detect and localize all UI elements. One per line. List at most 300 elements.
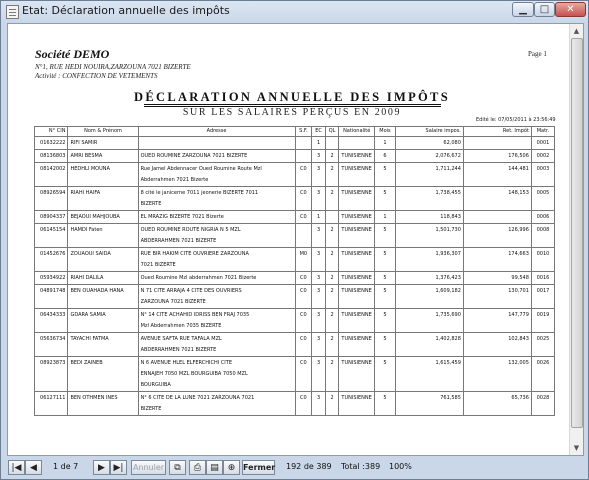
cell-sf <box>295 211 312 224</box>
previous-page-button[interactable]: ◀ <box>25 460 42 475</box>
cell-tax <box>463 392 531 416</box>
address-line: BIZERTE <box>140 406 162 412</box>
window-title: Etat: Déclaration annuelle des impôts <box>22 4 230 17</box>
cell-text: 06145154 <box>40 227 66 233</box>
cell-text: TUNISIENNE <box>341 214 372 220</box>
cell-ec <box>312 187 326 211</box>
page-setup-icon[interactable]: ⧉ <box>169 460 186 475</box>
cell-text: 99,548 <box>511 275 529 281</box>
cell-name <box>68 333 138 357</box>
cell-address <box>138 224 295 248</box>
address-line: 7021 BIZERTE <box>140 262 176 268</box>
cell-text: 06127111 <box>40 395 66 401</box>
cell-months <box>374 163 395 187</box>
close-report-button[interactable]: Fermer <box>242 460 275 475</box>
cell-cin <box>35 224 68 248</box>
cell-matr <box>531 392 554 416</box>
cell-address <box>138 187 295 211</box>
cell-sf <box>295 224 312 248</box>
cell-ql <box>325 285 339 309</box>
cell-ql <box>325 309 339 333</box>
cell-text: 1,609,182 <box>435 288 461 294</box>
col-header-name: Nom & Prénom <box>68 127 138 137</box>
cell-text: BEJAOUI MAHJOUBA <box>70 214 120 220</box>
cell-tax <box>463 211 531 224</box>
company-activity: Activité : CONFECTION DE VETEMENTS <box>35 72 158 80</box>
cell-text: 0017 <box>536 288 550 294</box>
cell-cin <box>35 248 68 272</box>
cell-text: 2 <box>330 227 334 233</box>
cell-address <box>138 357 295 392</box>
address-line: ABDERRAHMEN 7021 BIZERTE <box>140 347 217 353</box>
cell-tax <box>463 187 531 211</box>
address-line: Abderrahmen 7021 Bizerte <box>140 177 209 183</box>
table-row <box>35 163 555 187</box>
col-header-nationality: Nationalité <box>339 127 375 137</box>
cell-months <box>374 137 395 150</box>
cell-text: 118,843 <box>440 214 461 220</box>
cell-cin <box>35 137 68 150</box>
cell-cin <box>35 392 68 416</box>
cell-text: 3 <box>316 227 321 233</box>
cell-text: 1,738,455 <box>435 190 461 196</box>
cell-text: 3 <box>316 166 321 172</box>
address-line: OUED ROUMINE ZARZOUNA 7021 BIZERTE <box>140 153 248 159</box>
table-row <box>35 309 555 333</box>
cell-ql <box>325 333 339 357</box>
address-line <box>141 138 293 149</box>
cell-name <box>68 392 138 416</box>
cell-name <box>68 163 138 187</box>
cell-text: 0026 <box>536 360 550 366</box>
cell-nationality <box>339 392 375 416</box>
cell-matr <box>531 137 554 150</box>
cell-text: 1 <box>383 214 387 220</box>
cell-text: 5 <box>383 395 387 401</box>
address-line: OUED ROUMINE ROUTE NIGRIA N 5 MZL <box>140 227 241 233</box>
cell-months <box>374 187 395 211</box>
cell-text: 08136803 <box>40 153 66 159</box>
cell-sf <box>295 285 312 309</box>
col-header-address: Adresse <box>138 127 295 137</box>
cell-text <box>298 138 310 149</box>
cell-ql <box>325 357 339 392</box>
cell-text: 176,506 <box>508 153 529 159</box>
cell-cin <box>35 187 68 211</box>
cell-text: 1,711,244 <box>435 166 461 172</box>
address-line: BIZERTE <box>140 201 162 207</box>
print-icon[interactable]: ⎙ <box>189 460 206 475</box>
cell-text: 0003 <box>536 166 550 172</box>
cell-text: 2 <box>330 275 334 281</box>
cell-cin <box>35 163 68 187</box>
cell-ec <box>312 272 326 285</box>
cell-text: 1,376,423 <box>435 275 461 281</box>
cell-matr <box>531 357 554 392</box>
cell-address <box>138 248 295 272</box>
cell-text: 65,736 <box>511 395 529 401</box>
cell-ec <box>312 137 326 150</box>
zoom-icon[interactable]: ⊕ <box>223 460 240 475</box>
scroll-up-icon[interactable]: ▲ <box>573 27 580 35</box>
cell-name <box>68 357 138 392</box>
cell-text: C0 <box>300 312 307 318</box>
cell-ec <box>312 392 326 416</box>
cell-sf <box>295 137 312 150</box>
cell-text <box>328 138 337 149</box>
export-icon[interactable]: ▤ <box>206 460 223 475</box>
address-line: N 71 CITE ARRAJA 4 CITE DES OUVRIERS <box>140 288 242 294</box>
table-row <box>35 392 555 416</box>
cell-cin <box>35 150 68 163</box>
cell-text: C0 <box>300 395 307 401</box>
vertical-scrollbar[interactable] <box>569 24 583 455</box>
cell-text: BEDI ZAINEB <box>70 360 103 366</box>
cell-text <box>466 138 529 149</box>
cell-ql <box>325 211 339 224</box>
cell-nationality <box>339 248 375 272</box>
cell-text: 148,153 <box>508 190 529 196</box>
cell-text: 5 <box>383 166 387 172</box>
cell-nationality <box>339 285 375 309</box>
tax-table <box>34 126 555 416</box>
table-row <box>35 285 555 309</box>
cell-text: 62,080 <box>443 140 461 146</box>
address-line: N° 6 CITE DE LA LUNE 7021 ZARZOUNA 7021 <box>140 395 255 401</box>
cell-ec <box>312 333 326 357</box>
cell-text: 1,936,307 <box>435 251 461 257</box>
edit-timestamp: Edité le: 07/05/2011 à 23:56:49 <box>476 117 556 123</box>
col-header-months: Mois <box>374 127 395 137</box>
cell-cin <box>35 272 68 285</box>
cell-text: 3 <box>316 153 321 159</box>
col-header-ql: QL <box>325 127 339 137</box>
cell-matr <box>531 248 554 272</box>
address-line: EL MRAZIG BIZERTE 7021 Bizerte <box>140 214 224 220</box>
cell-text: TUNISIENNE <box>341 251 372 257</box>
cell-sf <box>295 248 312 272</box>
cell-text: C0 <box>300 190 307 196</box>
cell-text: 144,481 <box>508 166 529 172</box>
scroll-thumb[interactable] <box>571 38 583 428</box>
cell-text: 2 <box>330 288 334 294</box>
cell-ql <box>325 272 339 285</box>
cell-months <box>374 333 395 357</box>
cell-months <box>374 248 395 272</box>
cell-text: 3 <box>316 336 321 342</box>
address-line: 8 cité le janicerne 7011 jeonerie BIZERTE 7011 <box>140 190 259 196</box>
cell-text: 0008 <box>536 227 550 233</box>
cell-text: 147,779 <box>508 312 529 318</box>
cell-address <box>138 211 295 224</box>
cell-text: 1 <box>383 140 387 146</box>
cell-ql <box>325 224 339 248</box>
minimize-button[interactable]: ▁ <box>512 2 534 17</box>
cell-text: 5 <box>383 190 387 196</box>
cell-text: 3 <box>316 288 321 294</box>
cell-text: 05934922 <box>40 275 66 281</box>
cell-text: 2 <box>330 312 334 318</box>
cell-text <box>298 225 310 236</box>
company-address: N°1, RUE HEDI NOUIRA,ZARZOUNA 7021 BIZERTE <box>35 63 191 71</box>
cell-text: 2,076,672 <box>435 153 461 159</box>
cell-text: TUNISIENNE <box>341 312 372 318</box>
cell-text: 3 <box>316 395 321 401</box>
cell-ec <box>312 150 326 163</box>
cell-sf <box>295 392 312 416</box>
table-row <box>35 187 555 211</box>
table-row <box>35 137 555 150</box>
cell-text: ZOUAOUI SAIDA <box>70 251 111 257</box>
next-page-button[interactable]: ▶ <box>93 460 110 475</box>
cell-text: 01632222 <box>40 140 66 146</box>
navigation-bar <box>1 454 588 479</box>
page-counter: 1 de 7 <box>53 462 79 471</box>
cell-ec <box>312 224 326 248</box>
cell-text: C0 <box>300 360 307 366</box>
cell-salary <box>395 150 463 163</box>
cell-matr <box>531 187 554 211</box>
cell-nationality <box>339 163 375 187</box>
cell-ec <box>312 211 326 224</box>
cell-text: 1,735,690 <box>435 312 461 318</box>
cell-text: 5 <box>383 360 387 366</box>
cell-text: 5 <box>383 227 387 233</box>
cell-sf <box>295 150 312 163</box>
cell-text: 3 <box>316 312 321 318</box>
table-body <box>35 137 555 416</box>
cell-text: 174,663 <box>508 251 529 257</box>
cell-matr <box>531 272 554 285</box>
cell-text: 0010 <box>536 251 550 257</box>
cell-text: 3 <box>316 275 321 281</box>
cell-text: 0005 <box>536 190 550 196</box>
cell-matr <box>531 150 554 163</box>
cancel-button[interactable]: Annuler <box>131 460 166 475</box>
cell-text <box>341 138 372 149</box>
cell-salary <box>395 309 463 333</box>
cell-months <box>374 211 395 224</box>
cell-text: GDARA SAMIA <box>70 312 106 318</box>
cell-months <box>374 357 395 392</box>
col-header-cin: N° CIN <box>35 127 68 137</box>
cell-text: TUNISIENNE <box>341 336 372 342</box>
table-row <box>35 224 555 248</box>
scroll-down-icon[interactable]: ▼ <box>573 444 580 452</box>
cell-sf <box>295 357 312 392</box>
address-line: ENNAJEH 7050 MZL BOURGUIBA 7050 MZL <box>140 371 248 377</box>
cell-name <box>68 272 138 285</box>
cell-matr <box>531 163 554 187</box>
cell-tax <box>463 333 531 357</box>
page-number: Page 1 <box>528 50 547 58</box>
cell-text: 1,615,459 <box>435 360 461 366</box>
cell-text: 3 <box>316 190 321 196</box>
cell-text: TUNISIENNE <box>341 275 372 281</box>
cell-text: C0 <box>300 275 307 281</box>
cell-text: RIAHI DALILA <box>70 275 104 281</box>
cell-text: 1,402,828 <box>435 336 461 342</box>
table-row <box>35 150 555 163</box>
cell-ql <box>325 392 339 416</box>
address-line: ABDERRAHMEN 7021 BIZERTE <box>140 238 217 244</box>
cell-matr <box>531 285 554 309</box>
cell-nationality <box>339 137 375 150</box>
cell-text <box>298 151 310 162</box>
cell-text: 130,701 <box>508 288 529 294</box>
cell-text: 0019 <box>536 312 550 318</box>
cell-text: TUNISIENNE <box>341 360 372 366</box>
cell-address <box>138 309 295 333</box>
cell-text: 05636734 <box>40 336 66 342</box>
address-line: AVENUE SAFTA RUE TAFALA MZL <box>140 336 222 342</box>
cell-tax <box>463 272 531 285</box>
table-header-row <box>35 127 555 137</box>
cell-name <box>68 187 138 211</box>
cell-text: C0 <box>300 288 307 294</box>
cell-text: 08926594 <box>40 190 66 196</box>
close-window-button[interactable]: ✕ <box>555 2 586 17</box>
address-line: RUE BIR HAKIM CITE OUVRIERE ZARZOUNA <box>140 251 249 257</box>
cell-matr <box>531 333 554 357</box>
cell-salary <box>395 187 463 211</box>
zoom-level: 100% <box>389 462 412 471</box>
cell-text: 0025 <box>536 336 550 342</box>
cell-text: TAYACHI FATMA <box>70 336 109 342</box>
cell-ec <box>312 309 326 333</box>
cell-text: 126,996 <box>508 227 529 233</box>
maximize-button[interactable]: □ <box>534 2 555 17</box>
cell-text: 2 <box>330 190 334 196</box>
cell-text: TUNISIENNE <box>341 227 372 233</box>
table-row <box>35 333 555 357</box>
cell-name <box>68 285 138 309</box>
cell-text: 761,585 <box>440 395 461 401</box>
cell-salary <box>395 224 463 248</box>
cell-text: 5 <box>383 251 387 257</box>
col-header-matr: Matr. <box>531 127 554 137</box>
cell-sf <box>295 333 312 357</box>
cell-ql <box>325 150 339 163</box>
cell-text: 1 <box>316 140 321 146</box>
cell-text: 0028 <box>536 395 550 401</box>
cell-text: 5 <box>383 336 387 342</box>
cell-text: 0006 <box>536 214 550 220</box>
cell-salary <box>395 211 463 224</box>
cell-matr <box>531 211 554 224</box>
cell-text: C0 <box>300 166 307 172</box>
first-page-button[interactable]: |◀ <box>8 460 25 475</box>
cell-months <box>374 150 395 163</box>
cell-text: TUNISIENNE <box>341 166 372 172</box>
cell-text: 102,843 <box>508 336 529 342</box>
cell-text: 0016 <box>536 275 550 281</box>
cell-text: 5 <box>383 288 387 294</box>
cell-text: 2 <box>330 336 334 342</box>
cell-text: RIFI SAMIR <box>70 140 98 146</box>
cell-text: 5 <box>383 275 387 281</box>
col-header-sf: S.F. <box>295 127 312 137</box>
cell-cin <box>35 333 68 357</box>
cell-months <box>374 285 395 309</box>
cell-text: TUNISIENNE <box>341 190 372 196</box>
address-line: ZARZOUNA 7021 BIZERTE <box>140 299 206 305</box>
cell-text: 1,501,730 <box>435 227 461 233</box>
cell-text: M0 <box>299 251 308 257</box>
cell-text: 2 <box>330 360 334 366</box>
cell-nationality <box>339 333 375 357</box>
cell-text: 01452676 <box>40 251 66 257</box>
cell-salary <box>395 333 463 357</box>
cell-salary <box>395 163 463 187</box>
cell-text: 2 <box>330 153 334 159</box>
cell-text <box>466 212 529 223</box>
cell-tax <box>463 248 531 272</box>
cell-ql <box>325 137 339 150</box>
cell-name <box>68 150 138 163</box>
cell-text: HAMDI Faten <box>70 227 103 233</box>
cell-tax <box>463 150 531 163</box>
cell-tax <box>463 285 531 309</box>
cell-ec <box>312 248 326 272</box>
cell-text: 04891748 <box>40 288 66 294</box>
address-line: N° 14 CITE ACHAHID IDRISS BEN FRAJ 7035 <box>140 312 250 318</box>
cell-text: 132,005 <box>508 360 529 366</box>
cell-salary <box>395 248 463 272</box>
cell-text: BEN OTHMEN INES <box>70 395 118 401</box>
cell-text: 6 <box>383 153 387 159</box>
table-row <box>35 248 555 272</box>
cell-nationality <box>339 309 375 333</box>
cell-text: 0002 <box>536 153 550 159</box>
last-page-button[interactable]: ▶| <box>110 460 127 475</box>
cell-address <box>138 150 295 163</box>
cell-ql <box>325 187 339 211</box>
cell-text: 2 <box>330 251 334 257</box>
table-row <box>35 272 555 285</box>
cell-nationality <box>339 224 375 248</box>
cell-matr <box>531 224 554 248</box>
title-bar <box>1 1 588 22</box>
cell-text: 08923873 <box>40 360 66 366</box>
cell-tax <box>463 224 531 248</box>
cell-text: 08142002 <box>40 166 66 172</box>
address-line: Mzl Abderrahmen 7035 BIZERTE <box>140 323 222 329</box>
cell-text: RIAHI HAIFA <box>70 190 101 196</box>
cell-nationality <box>339 272 375 285</box>
cell-cin <box>35 309 68 333</box>
cell-salary <box>395 285 463 309</box>
cell-text: 06434333 <box>40 312 66 318</box>
cell-text: BEN OUAHADA HANA <box>70 288 124 294</box>
cell-months <box>374 224 395 248</box>
cell-salary <box>395 392 463 416</box>
report-viewer <box>7 23 584 456</box>
cell-ec <box>312 357 326 392</box>
report-app-icon <box>6 5 19 19</box>
cell-months <box>374 272 395 285</box>
cell-name <box>68 211 138 224</box>
cell-salary <box>395 137 463 150</box>
cell-nationality <box>339 211 375 224</box>
cell-nationality <box>339 150 375 163</box>
cell-cin <box>35 285 68 309</box>
cell-text <box>328 212 337 223</box>
cell-cin <box>35 357 68 392</box>
table-row <box>35 357 555 392</box>
cell-nationality <box>339 357 375 392</box>
cell-text: TUNISIENNE <box>341 153 372 159</box>
